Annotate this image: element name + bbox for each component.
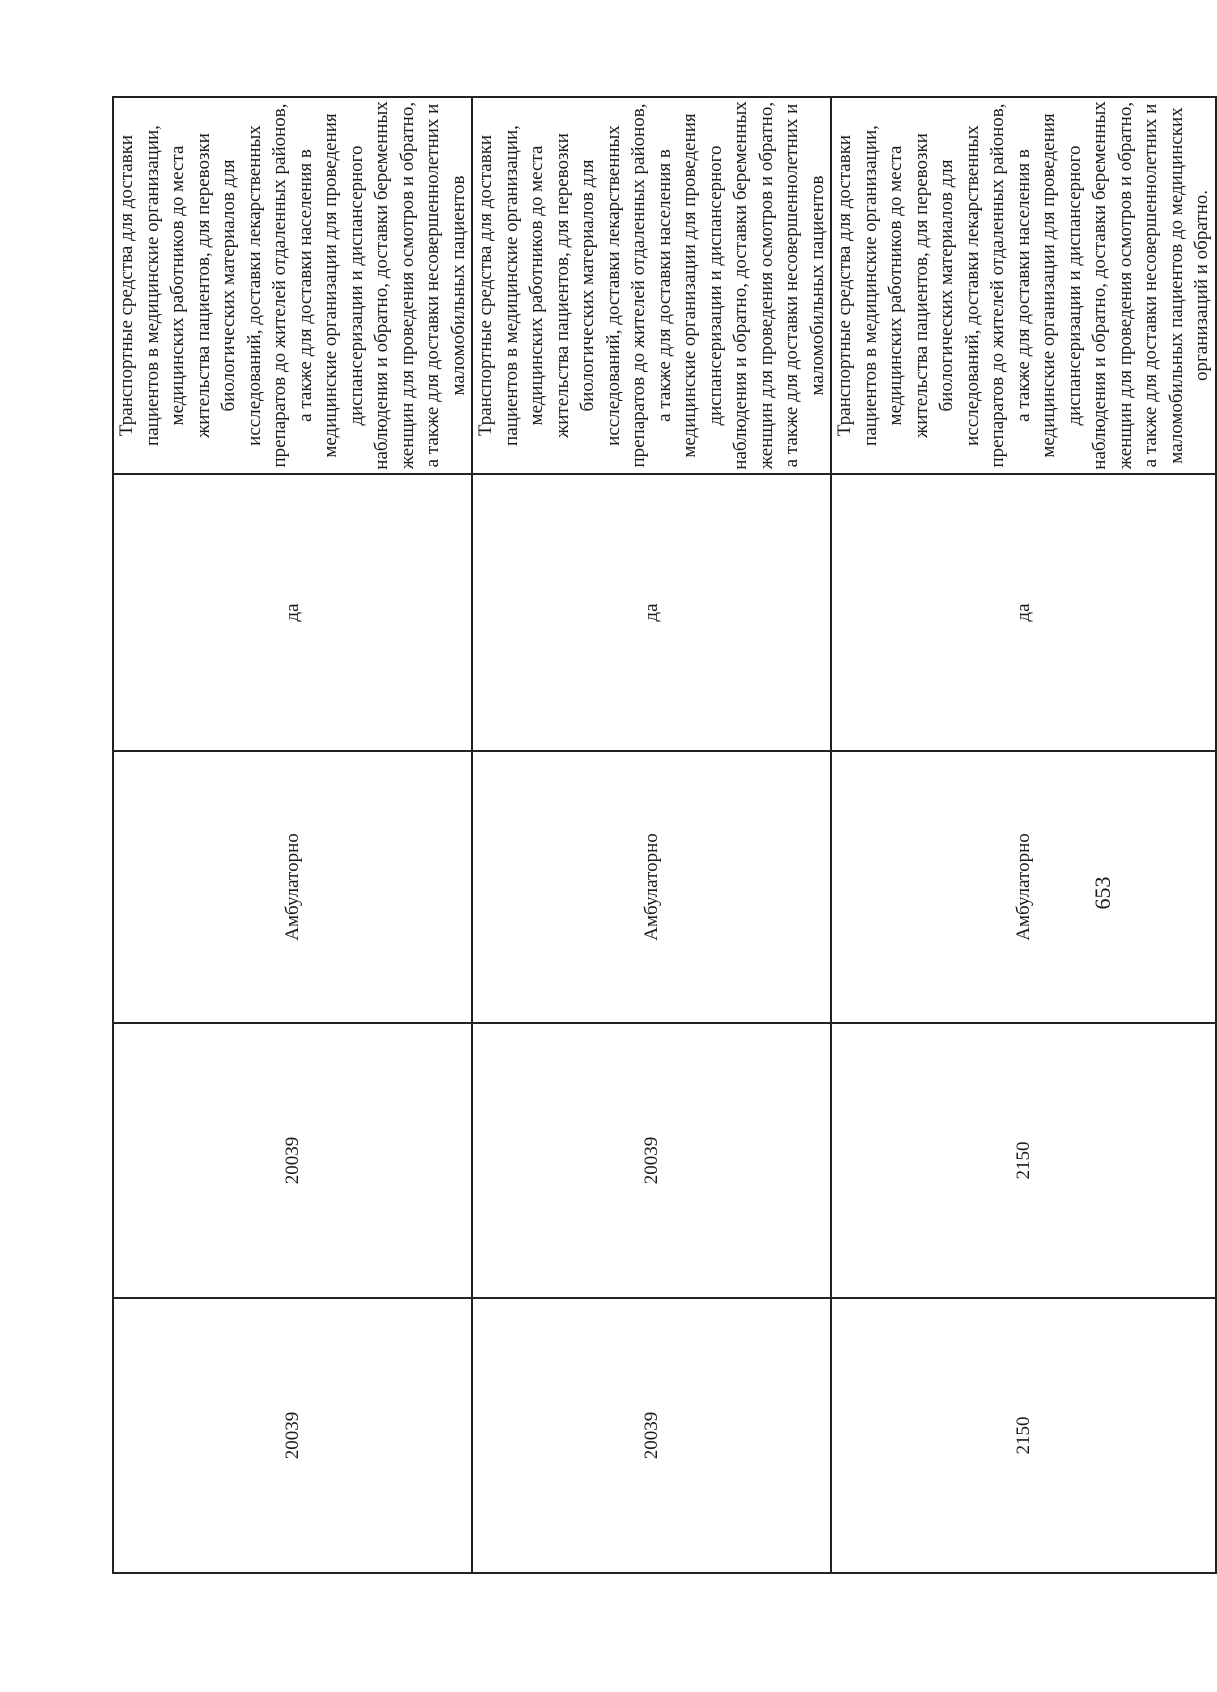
description-text: Транспортные средства для доставки пациентов в медицинские организации, медицинских работников до места жительства пациентов, для перевозки биологических материалов для исследований, доставки лекарственных препаратов до жителей отдаленных районов, а также для доставки населения в медицинские организации для проведения диспансеризации и диспансерного наблюдения и обратно, доставки беременных женщин для проведения осмотров и обратно, а также для доставки несовершеннолетних и маломобильных пациентов [475, 101, 828, 470]
condition-cell: Амбулаторно [831, 751, 1216, 1023]
flag-cell: да [472, 474, 831, 751]
description-clip [832, 98, 1215, 473]
table-row [831, 97, 1216, 1573]
table-row [472, 97, 831, 1573]
description-cell [831, 97, 1216, 474]
code1-cell: 2150 [831, 1298, 1216, 1573]
page-number: 653 [1090, 876, 1115, 910]
description-clip [473, 98, 830, 473]
code2-cell: 2150 [831, 1023, 1216, 1298]
description-cell [113, 97, 472, 474]
flag-cell: да [113, 474, 472, 751]
description-text: Транспортные средства для доставки пациентов в медицинские организации, медицинских работников до места жительства пациентов, для перевозки биологических материалов для исследований, доставки лекарственных препаратов до жителей отдаленных районов, а также для доставки населения в медицинские организации для проведения диспансеризации и диспансерного наблюдения и обратно, доставки беременных женщин для проведения осмотров и обратно, а также для доставки несовершеннолетних и маломобильных пациентов до медицинских организаций и обратно. [834, 101, 1212, 470]
condition-cell: Амбулаторно [472, 751, 831, 1023]
description-text: Транспортные средства для доставки пациентов в медицинские организации, медицинских работников до места жительства пациентов, для перевозки биологических материалов для исследований, доставки лекарственных препаратов до жителей отдаленных районов, а также для доставки населения в медицинские организации для проведения диспансеризации и диспансерного наблюдения и обратно, доставки беременных женщин для проведения осмотров и обратно, а также для доставки несовершеннолетних и маломобильных пациентов [116, 101, 469, 470]
code1-cell: 20039 [113, 1298, 472, 1573]
flag-cell: да [831, 474, 1216, 751]
condition-cell: Амбулаторно [113, 751, 472, 1023]
description-clip [114, 98, 471, 473]
description-cell [472, 97, 831, 474]
code2-cell: 20039 [472, 1023, 831, 1298]
table-row [113, 97, 472, 1573]
code1-cell: 20039 [472, 1298, 831, 1573]
equipment-table [112, 96, 1217, 1574]
code2-cell: 20039 [113, 1023, 472, 1298]
